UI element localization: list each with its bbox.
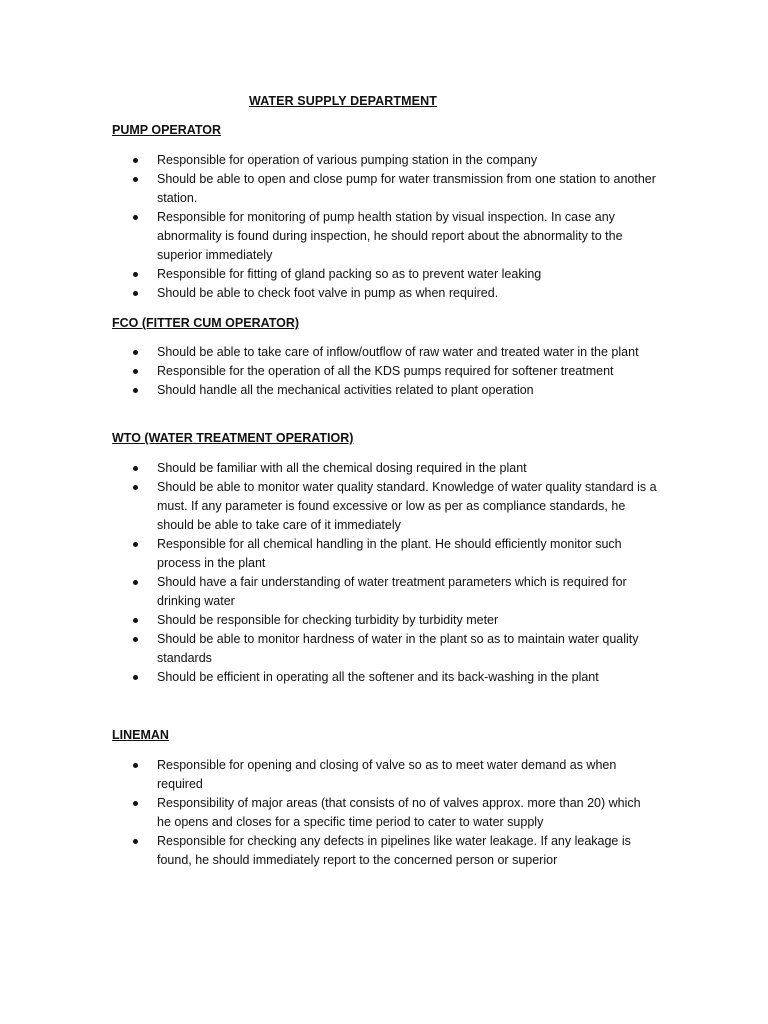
list-item-text: Responsible for operation of various pumping station in the company: [157, 153, 538, 167]
document-title: WATER SUPPLY DEPARTMENT: [249, 94, 437, 108]
bullet-icon: [133, 215, 138, 220]
list-item-text: Should be able to monitor hardness of water in the plant so as to maintain water quality standards: [157, 632, 639, 665]
bullet-icon: [133, 763, 138, 768]
list-item-text: Should have a fair understanding of water treatment parameters which is required for drinking water: [157, 575, 627, 608]
list-item: [0, 611, 657, 630]
list-item-text: Responsibility of major areas (that consists of no of valves approx. more than 20) which he opens and closes for a specific time period to cater to water supply: [157, 796, 641, 829]
section-heading: PUMP OPERATOR: [112, 123, 222, 137]
list-item: [0, 573, 657, 611]
bullet-icon: [133, 542, 138, 547]
list-item-text: Responsible for fitting of gland packing so as to prevent water leaking: [157, 267, 542, 281]
list-item: [0, 756, 657, 794]
bullet-icon: [133, 177, 138, 182]
list-item: [0, 284, 657, 303]
bullet-icon: [133, 801, 138, 806]
bullet-list: [0, 343, 657, 400]
list-item: [0, 832, 657, 870]
list-item-text: Should be familiar with all the chemical dosing required in the plant: [157, 461, 527, 475]
bullet-list: [0, 756, 657, 870]
list-item-text: Responsible for all chemical handling in the plant. He should efficiently monitor such process in the plant: [157, 537, 622, 570]
bullet-icon: [133, 158, 138, 163]
list-item: [0, 381, 657, 400]
list-item: [0, 151, 657, 170]
bullet-list: [0, 151, 657, 303]
bullet-icon: [133, 637, 138, 642]
list-item: [0, 170, 657, 208]
list-item-text: Should be able to open and close pump for water transmission from one station to another station.: [157, 172, 656, 205]
list-item-text: Responsible for checking any defects in pipelines like water leakage. If any leakage is found, he should immediately report to the concerned person or superior: [157, 834, 631, 867]
bullet-icon: [133, 369, 138, 374]
list-item: [0, 362, 657, 381]
bullet-icon: [133, 291, 138, 296]
list-item-text: Should be able to monitor water quality standard. Knowledge of water quality standard is a must. If any parameter is found excessive or low as per as compliance standards, he should be able to take care of it immediately: [157, 480, 657, 532]
bullet-icon: [133, 466, 138, 471]
bullet-icon: [133, 388, 138, 393]
list-item: [0, 208, 657, 265]
list-item: [0, 794, 657, 832]
section-heading: FCO (FITTER CUM OPERATOR): [112, 316, 300, 330]
list-item: [0, 459, 657, 478]
list-item-text: Responsible for opening and closing of valve so as to meet water demand as when required: [157, 758, 617, 791]
bullet-icon: [133, 839, 138, 844]
list-item-text: Responsible for the operation of all the KDS pumps required for softener treatment: [157, 364, 614, 378]
bullet-icon: [133, 675, 138, 680]
list-item-text: Should handle all the mechanical activities related to plant operation: [157, 383, 534, 397]
bullet-icon: [133, 618, 138, 623]
bullet-icon: [133, 272, 138, 277]
list-item-text: Should be efficient in operating all the softener and its back-washing in the plant: [157, 670, 599, 684]
list-item-text: Should be responsible for checking turbidity by turbidity meter: [157, 613, 499, 627]
bullet-icon: [133, 350, 138, 355]
section-heading: LINEMAN: [112, 728, 169, 742]
bullet-icon: [133, 485, 138, 490]
bullet-icon: [133, 580, 138, 585]
list-item: [0, 630, 657, 668]
list-item: [0, 478, 657, 535]
list-item: [0, 535, 657, 573]
bullet-list: [0, 459, 657, 687]
list-item: [0, 265, 657, 284]
list-item-text: Should be able to check foot valve in pump as when required.: [157, 286, 499, 300]
list-item-text: Responsible for monitoring of pump health station by visual inspection. In case any abnormality is found during inspection, he should report about the abnormality to the superior immediately: [157, 210, 623, 262]
list-item: [0, 668, 657, 687]
section-heading: WTO (WATER TREATMENT OPERATIOR): [112, 431, 354, 445]
list-item-text: Should be able to take care of inflow/outflow of raw water and treated water in the plant: [157, 345, 639, 359]
list-item: [0, 343, 657, 362]
